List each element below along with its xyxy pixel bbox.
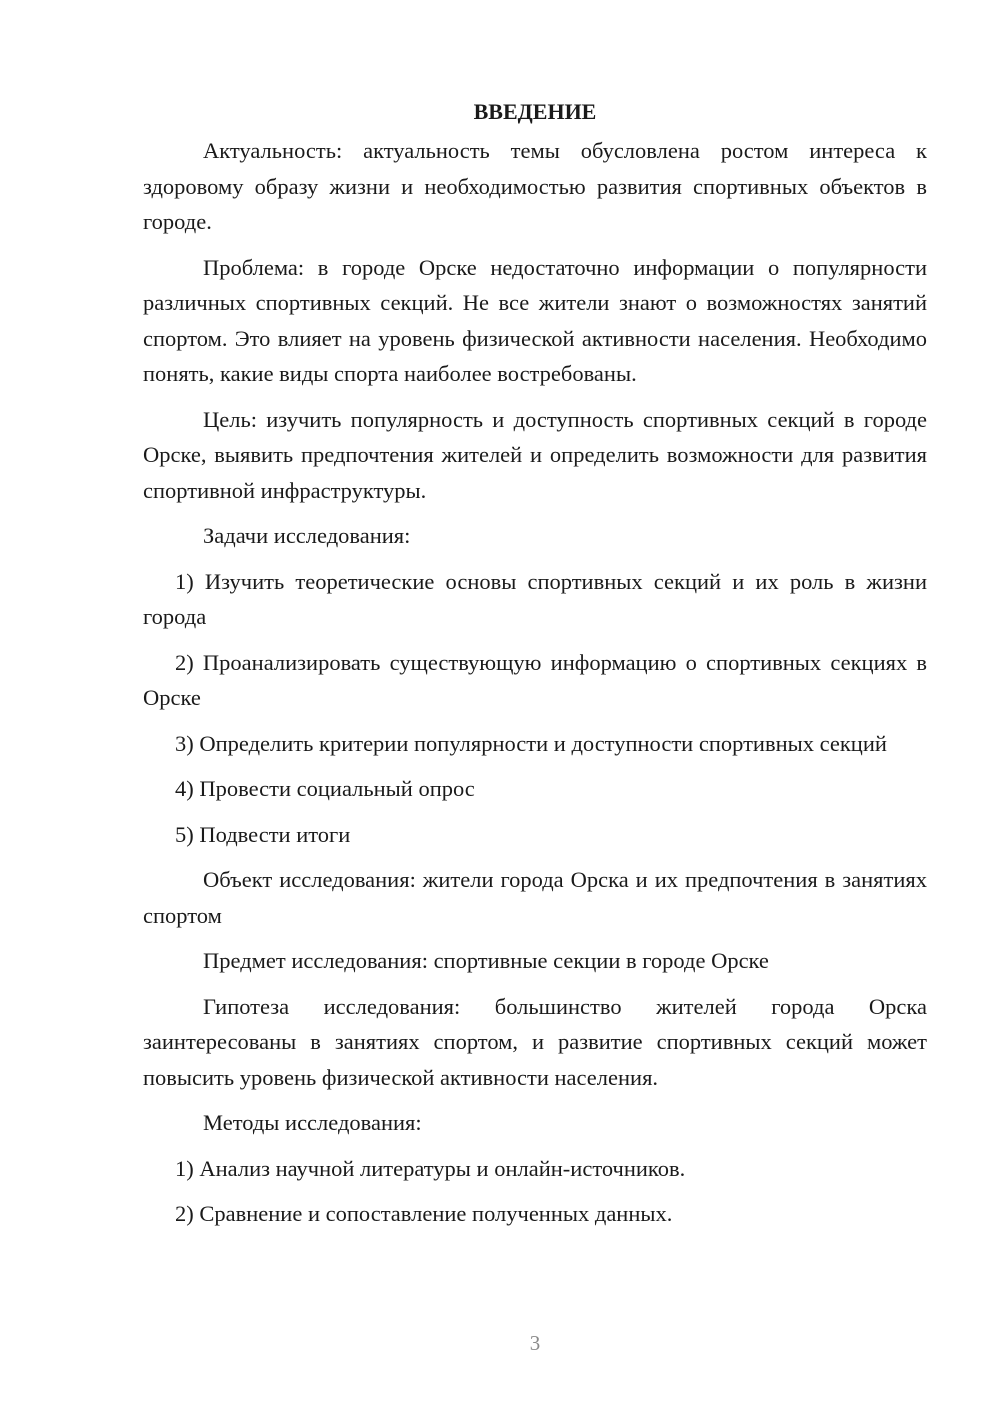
paragraph-relevance: Актуальность: актуальность темы обусловлена ростом интереса к здоровому образу жизни и необходимостью развития спортивных объектов в городе. xyxy=(143,138,927,234)
task-item-5: 5) Подвести итоги xyxy=(175,821,351,847)
tasks-heading: Задачи исследования: xyxy=(203,523,411,548)
page-content xyxy=(143,94,927,1242)
paragraph-goal: Цель: изучить популярность и доступность спортивных секций в городе Орске, выявить предпочтения жителей и определить возможности для развития спортивной инфраструктуры. xyxy=(143,406,927,503)
task-item-2: 2) Проанализировать существующую информацию о спортивных секциях в Орске xyxy=(143,649,927,710)
paragraph-object: Объект исследования: жители города Орска и их предпочтения в занятиях спортом xyxy=(143,867,927,928)
paragraph-problem: Проблема: в городе Орске недостаточно информации о популярности различных спортивных секций. Не все жители знают о возможностях занятий спортом. Это влияет на уровень физической активности населения. Необходимо понять, какие виды спорта наиболее востребованы. xyxy=(143,254,927,386)
task-item-3: 3) Определить критерии популярности и доступности спортивных секций xyxy=(175,730,887,756)
paragraph-hypothesis: Гипотеза исследования: большинство жителей города Орска заинтересованы в занятиях спортом, и развитие спортивных секций может повысить уровень физической активности населения. xyxy=(143,993,927,1090)
method-item-1: 1) Анализ научной литературы и онлайн-источников. xyxy=(175,1155,686,1181)
methods-heading: Методы исследования: xyxy=(203,1110,422,1135)
method-item-2: 2) Сравнение и сопоставление полученных данных. xyxy=(175,1201,673,1226)
page-title: ВВЕДЕНИЕ xyxy=(473,99,597,124)
page-number: 3 xyxy=(529,1331,541,1355)
task-item-4: 4) Провести социальный опрос xyxy=(175,776,475,801)
task-item-1: 1) Изучить теоретические основы спортивных секций и их роль в жизни города xyxy=(143,568,927,629)
paragraph-subject: Предмет исследования: спортивные секции в городе Орске xyxy=(203,948,769,973)
